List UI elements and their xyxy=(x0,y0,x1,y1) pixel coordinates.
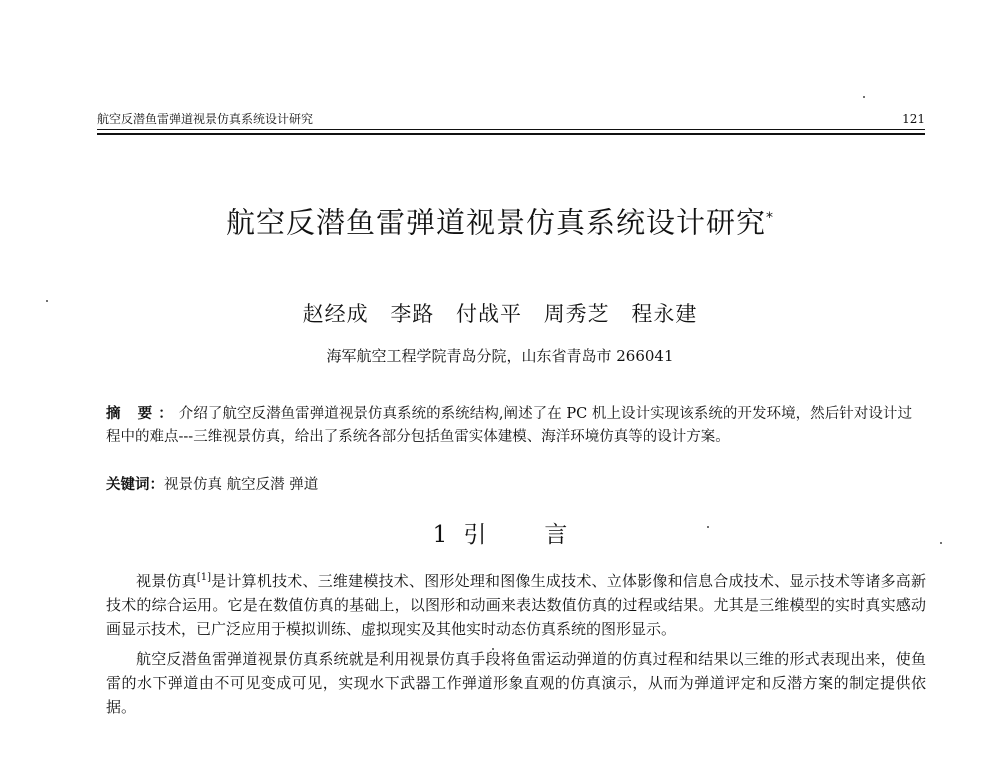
body-text xyxy=(106,566,926,719)
citation-ref: [1] xyxy=(196,572,212,583)
abstract xyxy=(106,403,912,448)
scan-speck xyxy=(863,96,865,98)
paragraph: 航空反潜鱼雷弹道视景仿真系统就是利用视景仿真手段将鱼雷运动弹道的仿真过程和结果以三维的形式表现出来，使鱼雷的水下弹道由不可见变成可见，实现水下武器工作弹道形象直观的仿真演示，从而为弹道评定和反潜方案的制定提供依据。 xyxy=(106,650,926,716)
abstract-text: 介绍了航空反潜鱼雷弹道视景仿真系统的系统结构,阐述了在 PC 机上设计实现该系统的开发环境，然后针对设计过程中的难点---三维视景仿真，给出了系统各部分包括鱼雷实体建模、海洋环境仿真等的设计方案。 xyxy=(106,406,912,445)
running-head-title: 航空反潜鱼雷弹道视景仿真系统设计研究 xyxy=(97,112,314,126)
section-title-part2: 言 xyxy=(544,522,568,548)
keywords-text: 视景仿真 航空反潜 弹道 xyxy=(164,477,319,493)
paragraph-text: 是计算机技术、三维建模技术、图形处理和图像生成技术、立体影像和信息合成技术、显示技术等诸多高新技术的综合运用。它是在数值仿真的基础上，以图形和动画来表达数值仿真的过程或结果。尤其是三维模型的实时真实感动画显示技术，已广泛应用于模拟训练、虚拟现实及其他实时动态仿真系统的图形显示。 xyxy=(106,572,926,638)
running-head xyxy=(97,112,925,126)
paper-title-text: 航空反潜鱼雷弹道视景仿真系统设计研究 xyxy=(225,205,766,240)
header-rule-thick xyxy=(97,133,925,135)
section-heading xyxy=(0,520,1000,550)
paragraph-lead: 视景仿真 xyxy=(136,572,197,590)
page-number: 121 xyxy=(902,112,925,126)
section-number: 1 xyxy=(432,522,448,548)
scan-speck xyxy=(492,648,494,650)
abstract-label: 摘 要： xyxy=(106,405,179,422)
header-rule-thin xyxy=(97,129,925,130)
title-footnote-mark: * xyxy=(766,210,774,226)
author-name: 李路 xyxy=(390,302,435,326)
paragraph xyxy=(106,566,926,641)
paper-title xyxy=(0,200,1000,241)
keywords-label: 关键词： xyxy=(106,476,164,493)
affiliation: 海军航空工程学院青岛分院，山东省青岛市 266041 xyxy=(326,347,674,365)
scan-speck xyxy=(707,526,709,528)
author-name: 周秀芝 xyxy=(543,302,610,326)
author-list xyxy=(0,300,1000,328)
author-name: 赵经成 xyxy=(302,302,369,326)
author-name: 程永建 xyxy=(631,302,698,326)
scan-speck xyxy=(46,300,48,302)
section-title-part1: 引 xyxy=(463,522,487,548)
author-name: 付战平 xyxy=(456,302,522,326)
scan-speck xyxy=(940,542,942,544)
keywords xyxy=(106,474,912,496)
